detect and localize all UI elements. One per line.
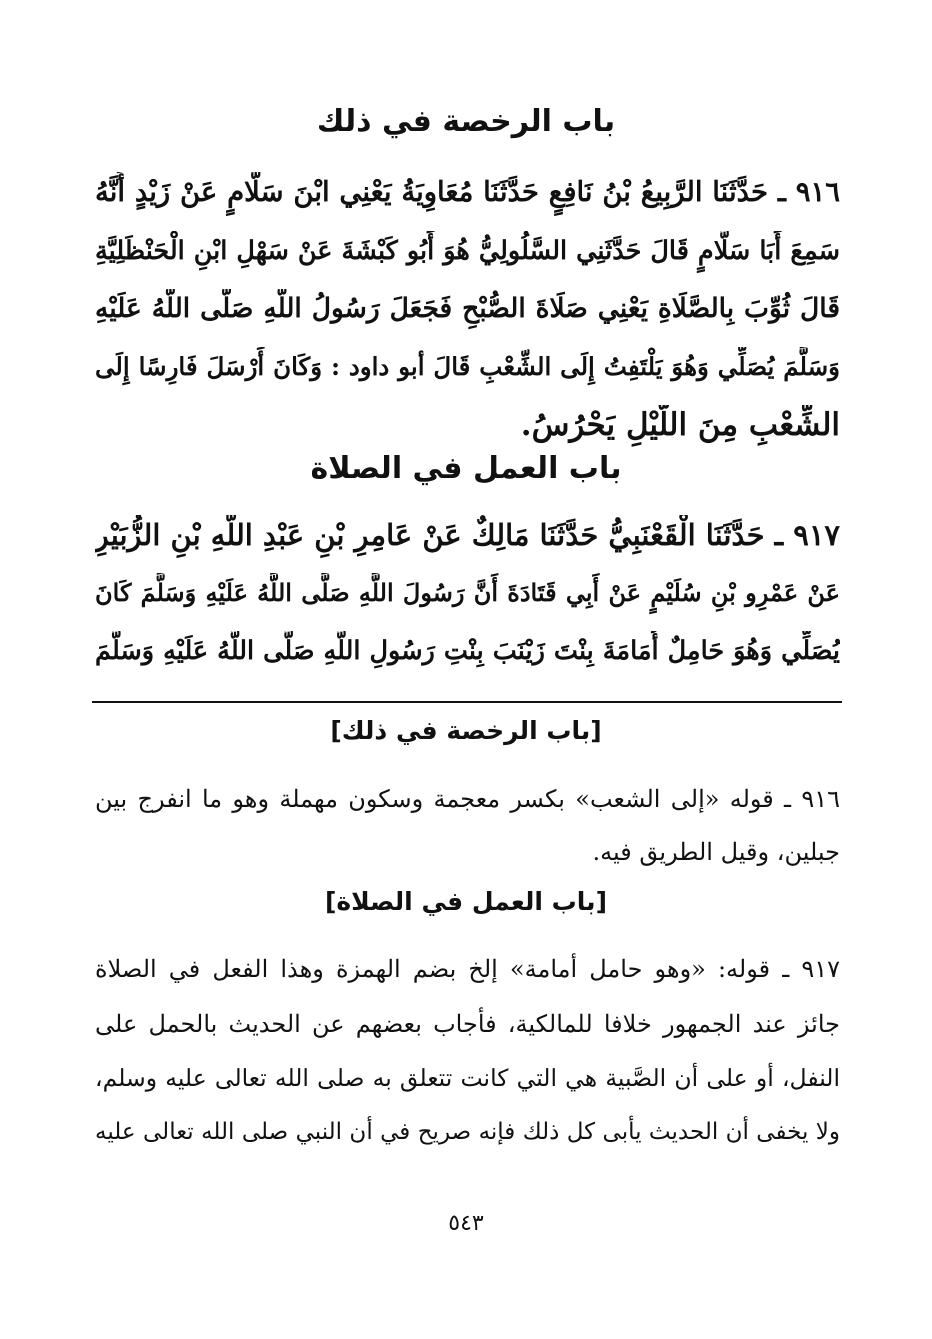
hadith-917-line-2: عَنْ عَمْرِو بْنِ سُلَيْمٍ عَنْ أَبِي قَتَادَةَ أَنَّ رَسُولَ اللَّهِ صَلَّى اللَّهُ عَلَيْهِ وَسَلَّمَ كَانَ bbox=[95, 578, 840, 607]
hadith-916-line-2: سَمِعَ أَبَا سَلَّامٍ قَالَ حَدَّثَنِي السَّلُولِيُّ هُوَ أَبُو كَبْشَةَ عَنْ سَهْلِ ابْنِ الْحَنْظَلِيَّةِ bbox=[95, 236, 840, 266]
footnote-divider bbox=[92, 701, 842, 703]
hadith-916-line-1: ٩١٦ ـ حَدَّثَنَا الرَّبِيعُ بْنُ نَافِعٍ حَدَّثَنَا مُعَاوِيَةُ يَعْنِي ابْنَ سَلَّامٍ عَنْ زَيْدٍ أَنَّهُ bbox=[95, 176, 840, 208]
hadith-916-line-4: وَسَلَّمَ يُصَلِّي وَهُوَ يَلْتَفِتُ إِلَى الشِّعْبِ قَالَ أبو داود : وَكَانَ أَرْسَلَ فَارِسًا إِلَى bbox=[95, 352, 840, 381]
hadith-917-line-3: يُصَلِّي وَهُوَ حَامِلٌ أُمَامَةَ بِنْتَ زَيْنَبَ بِنْتِ رَسُولِ اللَّهِ صَلَّى اللَّهُ عَلَيْهِ وَسَلَّمَ bbox=[95, 636, 840, 666]
hadith-916-line-5: الشِّعْبِ مِنَ اللَّيْلِ يَحْرُسُ. bbox=[520, 407, 840, 443]
note-heading-concession: [باب الرخصة في ذلك] bbox=[330, 716, 602, 745]
page-number: ٥٤٣ bbox=[448, 1211, 484, 1236]
hadith-916-line-3: قَالَ ثُوِّبَ بِالصَّلَاةِ يَعْنِي صَلَاةَ الصُّبْحِ فَجَعَلَ رَسُولُ اللَّهِ صَلَّى اللَّهُ عَلَيْهِ bbox=[95, 293, 840, 324]
note-916-line-2: جبلين، وقيل الطريق فيه. bbox=[592, 838, 840, 866]
note-917-line-3: النفل، أو على أن الصَّبية هي التي كانت تتعلق به صلى الله تعالى عليه وسلم، bbox=[95, 1064, 840, 1092]
note-917-line-2: جائز عند الجمهور خلافا للمالكية، فأجاب بعضهم عن الحديث بالحمل على bbox=[95, 1010, 840, 1038]
note-917-line-1: ٩١٧ ـ قوله: «وهو حامل أمامة» إلخ بضم الهمزة وهذا الفعل في الصلاة bbox=[95, 955, 840, 983]
note-heading-action-in-prayer: [باب العمل في الصلاة] bbox=[325, 887, 607, 916]
hadith-917-line-1: ٩١٧ ـ حَدَّثَنَا الْقَعْنَبِيُّ حَدَّثَنَا مَالِكٌ عَنْ عَامِرِ بْنِ عَبْدِ اللَّهِ بْنِ الزُّبَيْرِ bbox=[95, 518, 840, 552]
chapter-heading-action-in-prayer: باب العمل في الصلاة bbox=[310, 451, 622, 486]
note-916-line-1: ٩١٦ ـ قوله «إلى الشعب» بكسر معجمة وسكون مهملة وهو ما انفرج بين bbox=[95, 785, 840, 813]
chapter-heading-concession: باب الرخصة في ذلك bbox=[316, 104, 616, 139]
note-917-line-4: ولا يخفى أن الحديث يأبى كل ذلك فإنه صريح في أن النبي صلى الله تعالى عليه bbox=[95, 1119, 840, 1145]
